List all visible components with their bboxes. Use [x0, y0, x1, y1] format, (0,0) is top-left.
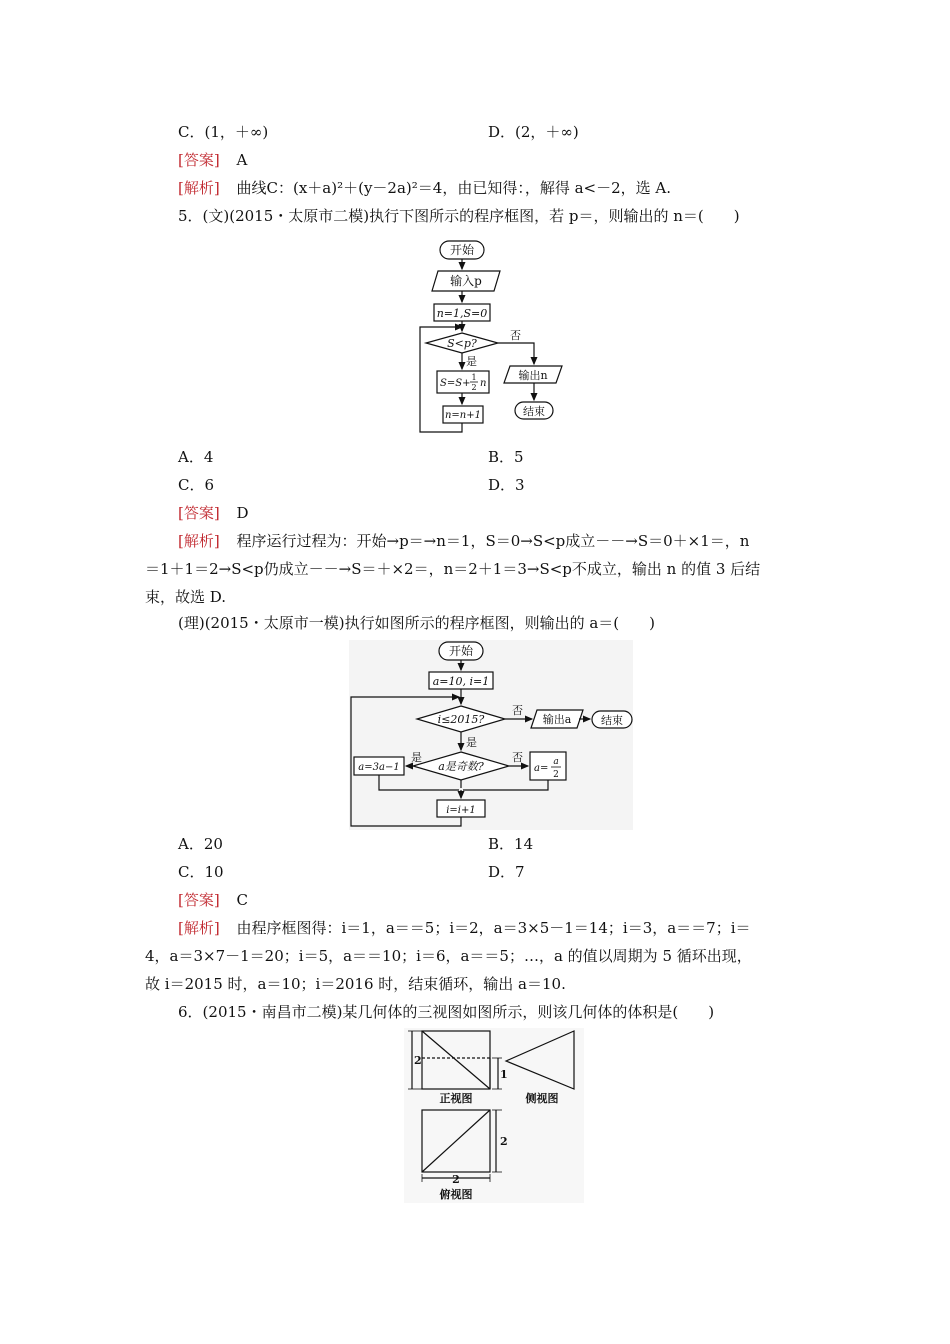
- flow2-odd-branch: a=3a−1: [358, 762, 400, 773]
- flow1-no: 否: [510, 329, 521, 342]
- flow2-yes1: 是: [466, 736, 477, 749]
- flowchart-2: [349, 640, 633, 834]
- answer-tag: [答案]: [178, 151, 220, 169]
- flow1-yes: 是: [466, 355, 477, 368]
- flow2-even-lhs: a=: [534, 763, 549, 774]
- analysis-text: 曲线C：(x＋a)²＋(y－2a)²＝4，由已知得：，解得 a<－2，选 A.: [236, 179, 672, 197]
- analysis-tag: [解析]: [178, 532, 220, 550]
- flow2-output: 输出a: [542, 713, 572, 726]
- analysis-tag: [解析]: [178, 919, 220, 937]
- q5b-analysis-line-1: [178, 918, 751, 938]
- flow2-end: 结束: [601, 714, 623, 727]
- flow1-start: 开始: [449, 243, 475, 257]
- flowchart-1: [412, 238, 582, 442]
- flow2-init: a=10, i=1: [432, 675, 490, 688]
- three-views-figure: [404, 1028, 584, 1207]
- q5-analysis-line-2: ＝1＋1＝2→S<p仍成立－－→S＝＋×2＝，n＝2＋1＝3→S<p不成立，输出 n 的值 3 后结: [145, 560, 761, 578]
- flow2-no2: 否: [512, 751, 523, 764]
- q4-option-c: C．(1，＋∞): [178, 123, 269, 141]
- q5b-option-b: B．14: [488, 835, 534, 853]
- dim-front-small: 1: [500, 1068, 508, 1081]
- flow2-even-num: a: [553, 757, 559, 767]
- q4-analysis: [178, 178, 671, 198]
- analysis-text: 由程序框图得：i＝1，a＝＝5；i＝2，a＝3×5－1＝14；i＝3，a＝＝7；i＝: [236, 919, 751, 937]
- answer-value: A: [236, 151, 248, 169]
- q5b-analysis-line-3: 故 i＝2015 时，a＝10；i＝2016 时，结束循环，输出 a＝10.: [145, 975, 566, 993]
- q5-option-b: B．5: [488, 448, 524, 466]
- answer-tag: [答案]: [178, 504, 220, 522]
- flow2-start: 开始: [448, 644, 474, 658]
- analysis-tag: [解析]: [178, 179, 220, 197]
- flow1-update-n: n=n+1: [444, 410, 482, 421]
- flow1-init: n=1,S=0: [436, 307, 488, 320]
- flow1-end: 结束: [523, 405, 545, 418]
- q6-stem: 6．(2015・南昌市二模)某几何体的三视图如图所示，则该几何体的体积是( ): [178, 1003, 715, 1021]
- q5b-option-a: A．20: [178, 835, 223, 853]
- q5b-stem: (理)(2015・太原市一模)执行如图所示的程序框图，则输出的 a＝( ): [178, 614, 655, 632]
- flow1-output: 输出n: [518, 369, 548, 382]
- flow2-inc: i=i+1: [446, 805, 476, 816]
- flow1-cond: S<p?: [447, 337, 477, 350]
- flow1-update-s-left: S=S+: [440, 378, 471, 389]
- q5b-answer: [178, 890, 248, 910]
- analysis-text: 程序运行过程为：开始→p＝→n＝1，S＝0→S<p成立－－→S＝0＋×1＝，n: [236, 532, 750, 550]
- answer-tag: [答案]: [178, 891, 220, 909]
- flow1-update-s-den: 2: [471, 383, 477, 392]
- q5b-analysis-line-2: 4，a＝3×7－1＝20；i＝5，a＝＝10；i＝6，a＝＝5；…，a 的值以周期为 5 循环出现，: [145, 947, 752, 965]
- q5b-option-d: D．7: [488, 863, 525, 881]
- dim-top-height: 2: [500, 1135, 508, 1148]
- q5-answer: [178, 503, 249, 523]
- flow1-update-s-right: n: [480, 378, 487, 389]
- flow2-cond1: i≤2015?: [437, 713, 485, 726]
- flow1-input: 输入p: [450, 274, 482, 288]
- dim-front-height: 2: [414, 1054, 422, 1067]
- q5-stem: 5．(文)(2015・太原市二模)执行下图所示的程序框图，若 p＝，则输出的 n＝( ): [178, 207, 740, 225]
- front-view-label: 正视图: [439, 1092, 473, 1105]
- side-view-label: 侧视图: [525, 1092, 559, 1105]
- flow1-update-s-num: 1: [471, 373, 477, 382]
- flow2-no1: 否: [512, 704, 523, 717]
- flow2-cond2: a是奇数?: [438, 760, 484, 773]
- q4-option-d: D．(2，＋∞): [488, 123, 579, 141]
- q5-analysis-line-1: [178, 531, 749, 551]
- answer-value: C: [236, 891, 248, 909]
- answer-value: D: [236, 504, 249, 522]
- dim-top-width: 2: [452, 1173, 460, 1186]
- q4-answer: [178, 150, 247, 170]
- q5-option-c: C．6: [178, 476, 215, 494]
- q5-option-a: A．4: [178, 448, 214, 466]
- flow2-even-den: 2: [553, 770, 559, 780]
- q5-analysis-line-3: 束，故选 D.: [145, 588, 227, 606]
- top-view-label: 俯视图: [439, 1188, 473, 1201]
- q5-option-d: D．3: [488, 476, 525, 494]
- q5b-option-c: C．10: [178, 863, 224, 881]
- flow2-yes2: 是: [411, 751, 422, 764]
